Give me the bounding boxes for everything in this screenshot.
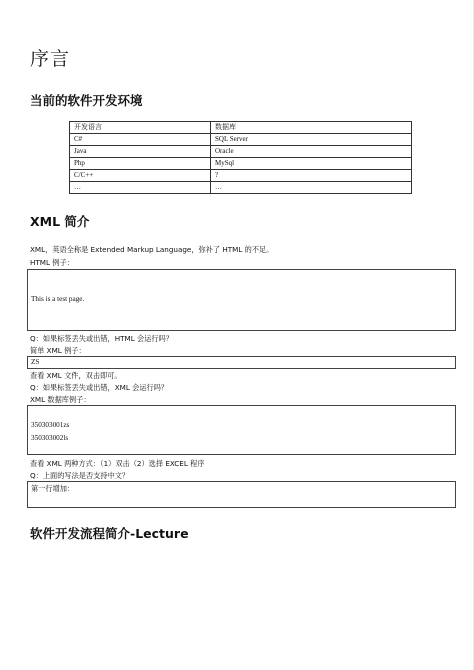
cell-database: … xyxy=(211,182,412,194)
question-xml-run: Q：如果标签丢失或出错，XML 会运行吗？ xyxy=(30,383,169,392)
chinese-example-box xyxy=(27,481,456,508)
section-heading-dev-environment: 当前的软件开发环境 xyxy=(30,93,143,108)
section-heading-dev-process: 软件开发流程简介-Lecture xyxy=(30,526,189,541)
question-html-run: Q：如果标签丢失或出错，HTML 会运行吗？ xyxy=(30,334,173,343)
cell-database: ? xyxy=(211,170,412,182)
html-example-box xyxy=(27,269,456,331)
preface-title: 序言 xyxy=(30,48,71,70)
view-xml-note: 查看 XML 文件，双击即可。 xyxy=(30,371,122,380)
chinese-example-text: 第一行增加： xyxy=(31,484,75,493)
xml-intro-text: XML，英语全称是 Extended Markup Language，弥补了 HTML 的不足。 xyxy=(30,245,274,254)
view-methods-text: 查看 XML 两种方式：（1）双击（2）选择 EXCEL 程序 xyxy=(30,459,205,468)
xml-db-box xyxy=(27,405,456,455)
cell-language: 开发语言 xyxy=(70,122,211,134)
cell-database: Oracle xyxy=(211,146,412,158)
cell-database: MySql xyxy=(211,158,412,170)
html-example-content: This is a test page. xyxy=(31,295,85,303)
question-chinese-support: Q：上面的写法是否支持中文？ xyxy=(30,471,130,480)
cell-language: C/C++ xyxy=(70,170,211,182)
simple-xml-box xyxy=(27,356,456,369)
cell-language: Java xyxy=(70,146,211,158)
table-row xyxy=(70,134,412,146)
table-row xyxy=(70,146,412,158)
cell-database: 数据库 xyxy=(211,122,412,134)
html-example-label: HTML 例子： xyxy=(30,258,74,267)
simple-xml-label: 简单 XML 例子： xyxy=(30,346,86,355)
cell-database: SQL Server xyxy=(211,134,412,146)
section-heading-xml-intro: XML 简介 xyxy=(30,214,90,229)
table-header-row xyxy=(70,122,412,134)
cell-language: C# xyxy=(70,134,211,146)
cell-language: … xyxy=(70,182,211,194)
cell-language: Php xyxy=(70,158,211,170)
table-row xyxy=(70,182,412,194)
xml-db-line-1: 350303001zs xyxy=(31,421,70,429)
xml-db-line-2: 350303002ls xyxy=(31,434,69,442)
environment-table xyxy=(69,121,412,194)
simple-xml-content: ZS xyxy=(31,358,40,366)
table-row xyxy=(70,158,412,170)
table-row xyxy=(70,170,412,182)
xml-db-label: XML 数据库例子： xyxy=(30,395,91,404)
